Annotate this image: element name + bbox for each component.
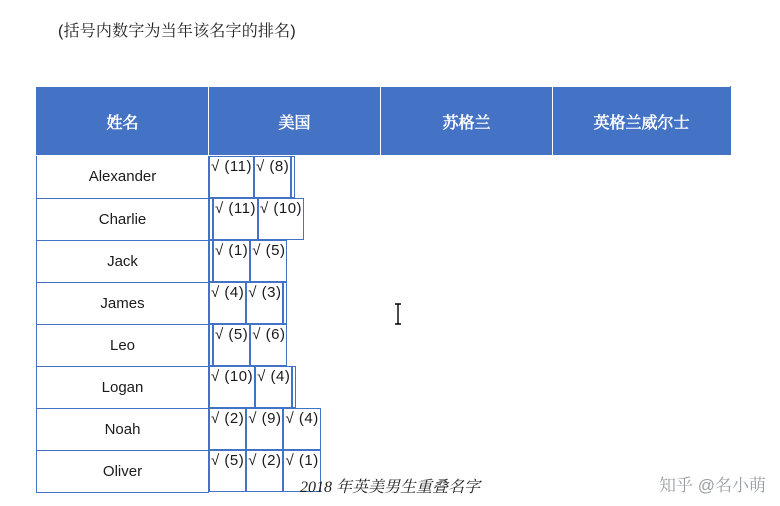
cell-name: Oliver	[37, 450, 209, 492]
column-header-us: 美国	[209, 87, 381, 156]
watermark	[659, 471, 766, 496]
watermark-label: 知乎 @名小萌	[659, 476, 766, 495]
column-header-england-wales: 英格兰威尔士	[553, 87, 731, 156]
cell-us: √ (5)	[209, 450, 246, 492]
table-row	[37, 198, 731, 240]
table-row	[37, 156, 731, 199]
parenthetical-note: (括号内数字为当年该名字的排名)	[58, 23, 296, 40]
cell-scotland: √ (8)	[254, 156, 291, 198]
cell-us: √ (10)	[209, 366, 255, 408]
cell-scotland: √ (9)	[246, 408, 283, 450]
cell-name: Noah	[37, 408, 209, 450]
cell-england-wales: √ (10)	[258, 198, 304, 240]
overlapping-names-table	[36, 86, 731, 493]
cell-england-wales: √ (5)	[250, 240, 287, 282]
cell-england-wales: √ (1)	[283, 450, 320, 492]
cell-england-wales: √ (4)	[283, 408, 320, 450]
table-header	[37, 87, 731, 156]
table-body	[37, 156, 731, 493]
cell-name: Leo	[37, 324, 209, 366]
cell-scotland: √ (4)	[255, 366, 292, 408]
cell-england-wales	[292, 366, 296, 408]
cell-scotland: √ (3)	[246, 282, 283, 324]
cell-scotland: √ (5)	[213, 324, 250, 366]
cell-name: Jack	[37, 240, 209, 282]
table-row	[37, 324, 731, 366]
table-row	[37, 240, 731, 282]
cell-england-wales	[283, 282, 287, 324]
cell-name: James	[37, 282, 209, 324]
column-header-name: 姓名	[37, 87, 209, 156]
table-row	[37, 366, 731, 408]
cell-name: Alexander	[37, 156, 209, 199]
cell-england-wales: √ (6)	[250, 324, 287, 366]
table-caption: 2018 年英美男生重叠名字	[299, 479, 480, 496]
cell-scotland: √ (11)	[213, 198, 258, 240]
cell-scotland: √ (2)	[246, 450, 283, 492]
table-header-row	[37, 87, 731, 156]
table-row	[37, 408, 731, 450]
cell-name: Logan	[37, 366, 209, 408]
cell-us: √ (11)	[209, 156, 254, 198]
cell-name: Charlie	[37, 198, 209, 240]
cell-scotland: √ (1)	[213, 240, 250, 282]
names-table-container	[36, 86, 730, 493]
cell-england-wales	[291, 156, 295, 198]
table-row	[37, 282, 731, 324]
cell-us: √ (2)	[209, 408, 246, 450]
column-header-scotland: 苏格兰	[381, 87, 553, 156]
cell-us: √ (4)	[209, 282, 246, 324]
